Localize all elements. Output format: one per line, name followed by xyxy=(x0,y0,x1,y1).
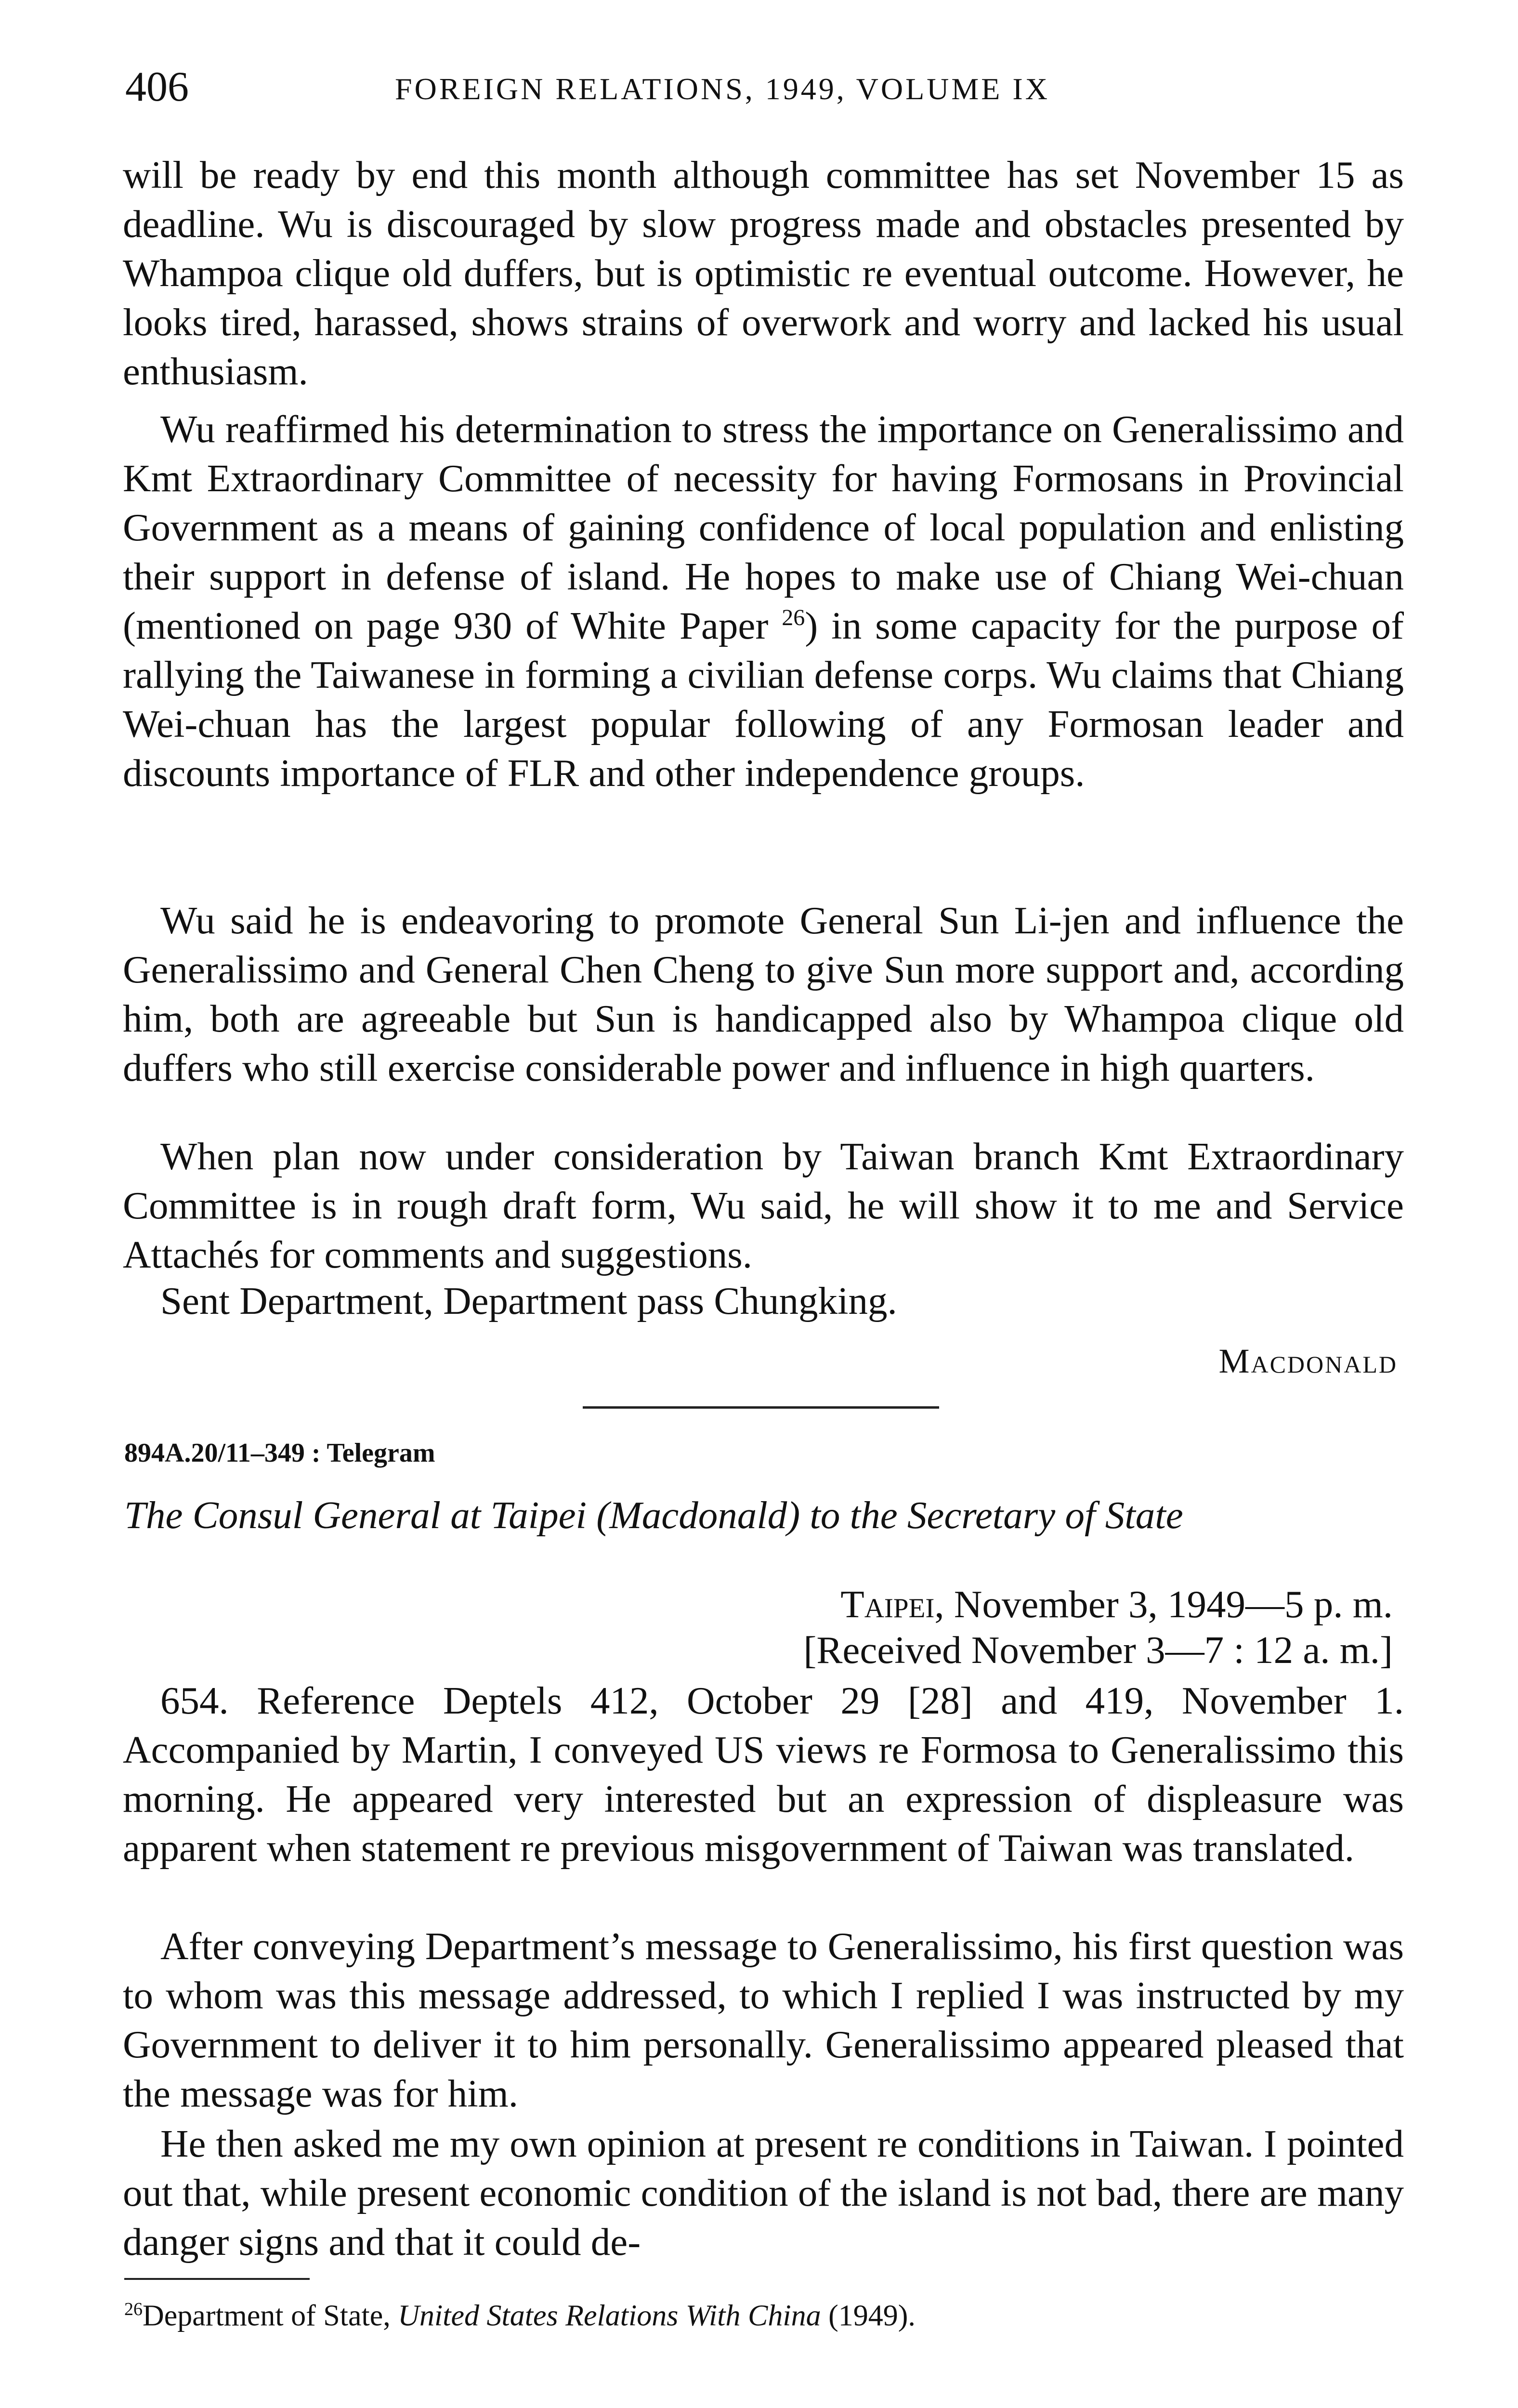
paragraph-text: Wu reaffirmed his determination to stress the importance on Generalissimo and Kmt Extraordinary Committee of necessity for having Formosans in Provincial Government as a means of gaining confidence of local population and enlisting their support in defense of island. He hopes to make use of Chiang Wei-chuan (mentioned on page 930 of White Paper xyxy=(123,407,1404,647)
dateline-received: [Received November 3—7 : 12 a. m.] xyxy=(803,1628,1393,1672)
paragraph-after-conveying: After conveying Department’s message to Generalissimo, his first question was to whom was this message addressed, to which I replied I was instructed by my Government to deliver it to him personally. Generalissimo appeared pleased that the message was for him. xyxy=(123,1924,1404,2115)
running-head: FOREIGN RELATIONS, 1949, VOLUME IX xyxy=(395,72,1050,106)
document-title: The Consul General at Taipei (Macdonald) to the Secretary of State xyxy=(124,1493,1183,1537)
dateline-sent-time: , November 3, 1949—5 p. m. xyxy=(934,1583,1393,1626)
paragraph-he-then-asked: He then asked me my own opinion at present re conditions in Taiwan. I pointed out that, while present economic condition of the island is not bad, there are many danger signs and that it could de- xyxy=(123,2122,1404,2264)
footnote xyxy=(124,2290,916,2335)
dateline-sent xyxy=(670,1582,1393,1627)
footnote-rule xyxy=(124,2278,310,2280)
paragraph-continuation: will be ready by end this month although committee has set November 15 as deadline. Wu is discouraged by slow progress made and obstacles presented by Whampoa clique old duffers, but is optimistic re eventual outcome. However, he looks tired, harassed, shows strains of overwork and worry and lacked his usual enthusiasm. xyxy=(123,153,1404,393)
paragraph-wu-reaffirmed xyxy=(123,405,1404,798)
paragraph-sent-department: Sent Department, Department pass Chungking. xyxy=(160,1279,897,1322)
footnote-reference: 26 xyxy=(782,605,805,630)
paragraph-text: ) in some capacity for the purpose of rallying the Taiwanese in forming a civilian defense corps. Wu claims that Chiang Wei-chuan has the largest popular following of any Formosan leader and discounts importance of FLR and other independence groups. xyxy=(123,604,1404,795)
paragraph-wu-said: Wu said he is endeavoring to promote General Sun Li-jen and influence the Generalissimo and General Chen Cheng to give Sun more support and, according him, both are agreeable but Sun is handicapped also by Whampoa clique old duffers who still exercise considerable power and influence in high quarters. xyxy=(123,899,1404,1089)
paragraph-654: 654. Reference Deptels 412, October 29 [28] and 419, November 1. Accompanied by Martin, I conveyed US views re Formosa to Generalissimo this morning. He appeared very interested but an expression of displeasure was apparent when statement re previous misgovernment of Taiwan was translated. xyxy=(123,1679,1404,1870)
file-reference: 894A.20/11–349 : Telegram xyxy=(124,1438,435,1468)
page-header xyxy=(125,63,1401,116)
paragraph-when-plan: When plan now under consideration by Taiwan branch Kmt Extraordinary Committee is in rough draft form, Wu said, he will show it to me and Service Attachés for comments and suggestions. xyxy=(123,1135,1404,1276)
section-divider xyxy=(583,1406,939,1409)
footnote-title: United States Relations With China xyxy=(398,2299,821,2332)
signature-macdonald: Macdonald xyxy=(1218,1342,1398,1380)
dateline-place: Taipei xyxy=(840,1583,935,1626)
page-number: 406 xyxy=(125,64,189,110)
footnote-text: Department of State, xyxy=(143,2299,398,2332)
footnote-number: 26 xyxy=(124,2299,143,2319)
footnote-year: (1949). xyxy=(821,2299,916,2332)
